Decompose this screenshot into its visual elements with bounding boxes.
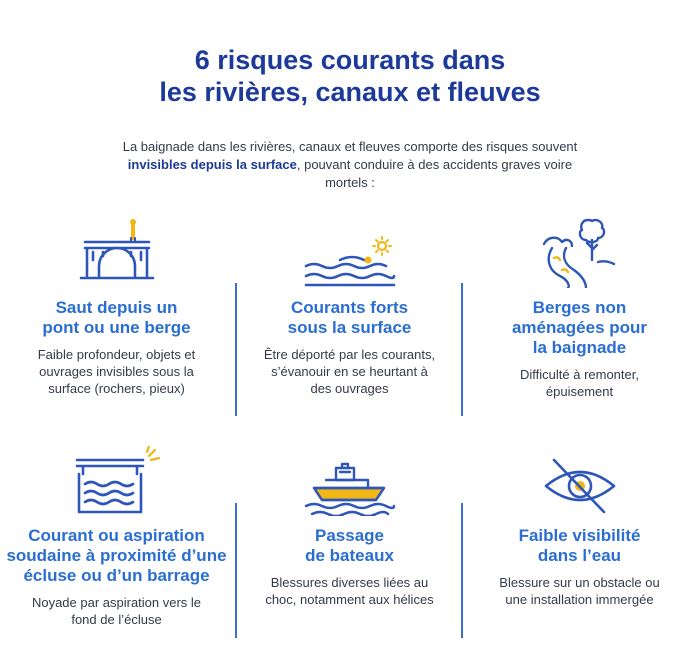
intro-part-2: , pouvant conduire à des accidents graves voire mortels :	[296, 157, 573, 190]
risk-title-banks	[463, 298, 696, 358]
risk-title-line: Berges non	[532, 298, 627, 317]
risk-title-line: Courants forts	[290, 298, 409, 317]
riverbank-tree-icon	[463, 208, 696, 288]
risk-card-jump	[0, 208, 233, 397]
risk-card-visibility	[463, 436, 696, 608]
swimmer-waves-icon	[233, 208, 466, 288]
risk-card-currents	[233, 208, 466, 397]
risk-title-line: sous la surface	[287, 318, 412, 337]
risk-title-line: pont ou une berge	[42, 318, 191, 337]
lock-gate-icon	[0, 436, 233, 516]
page-title	[0, 44, 700, 108]
risk-desc-lock: Noyade par aspiration vers le fond de l’écluse	[31, 595, 202, 627]
page-title-line-1: 6 risques courants dans	[194, 45, 506, 75]
risk-title-currents	[233, 298, 466, 338]
risk-title-line: Faible visibilité	[518, 526, 641, 545]
risk-title-line: écluse ou d’un barrage	[23, 566, 210, 585]
risk-desc-currents: Être déporté par les courants, s’évanouir en se heurtant à des ouvrages	[263, 347, 436, 396]
risk-desc-boats: Blessures diverses liées au choc, notamment aux hélices	[265, 575, 434, 607]
risk-card-banks	[463, 208, 696, 400]
bridge-jumper-icon	[0, 208, 233, 288]
eye-crossed-icon	[463, 436, 696, 516]
risk-title-line: aménagées pour	[511, 318, 648, 337]
risk-desc-jump: Faible profondeur, objets et ouvrages invisibles sous la surface (rochers, pieux)	[37, 347, 196, 396]
risk-title-line: la baignade	[532, 338, 627, 357]
risk-title-line: Courant ou aspiration	[28, 526, 205, 545]
boat-icon	[233, 436, 466, 516]
risk-title-line: Passage	[315, 526, 384, 545]
risk-title-visibility	[463, 526, 696, 566]
risk-title-line: dans l’eau	[537, 546, 622, 565]
risk-title-line: de bateaux	[305, 546, 394, 565]
risk-title-lock	[0, 526, 233, 586]
intro-text	[120, 138, 580, 192]
risk-title-boats	[233, 526, 466, 566]
risk-title-line: Saut depuis un	[55, 298, 178, 317]
risk-title-jump	[0, 298, 233, 338]
page-title-line-2: les rivières, canaux et fleuves	[159, 77, 541, 107]
risk-desc-banks: Difficulté à remonter, épuisement	[520, 367, 639, 399]
risk-card-lock	[0, 436, 233, 628]
intro-bold: invisibles depuis la surface	[127, 157, 297, 172]
risk-desc-visibility: Blessure sur un obstacle ou une installation immergée	[499, 575, 660, 607]
risk-card-boats	[233, 436, 466, 608]
risk-title-line: soudaine à proximité d’une	[6, 546, 227, 565]
intro-part-1: La baignade dans les rivières, canaux et fleuves comporte des risques souvent	[122, 139, 578, 154]
